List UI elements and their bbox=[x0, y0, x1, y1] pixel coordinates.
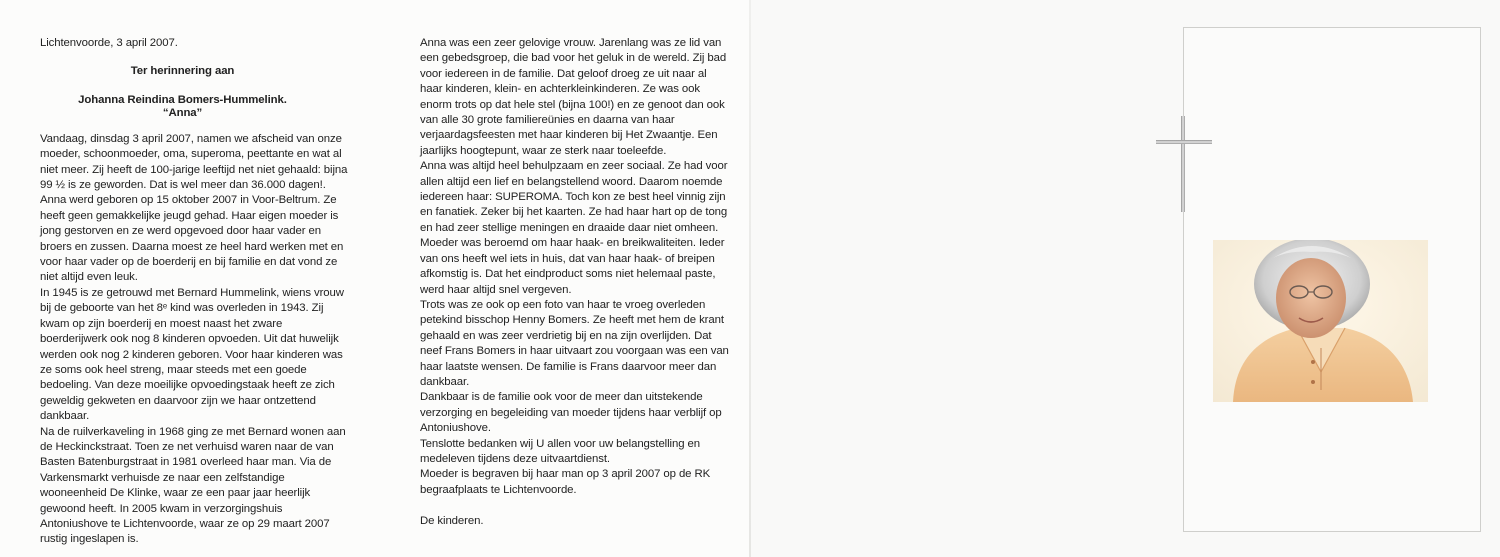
paragraph: Anna was altijd heel behulpzaam en zeer sociaal. Ze had voor allen altijd een lief en belangstellend woord. Daarom noemde iedereen haar: SUPEROMA. Toch kon ze best heel vinnig zijn en fanatiek. Zeker bij het kaarten. Ze had haar hart op de tong en had zeer stellige meningen en draaide daar niet omheen. bbox=[420, 160, 728, 234]
middle-column bbox=[420, 36, 730, 530]
paragraph: Tenslotte bedanken wij U allen voor uw belangstelling en medeleven tijdens deze uitvaartdienst. bbox=[420, 437, 700, 465]
date-line: Lichtenvoorde, 3 april 2007. bbox=[40, 37, 178, 49]
deceased-name: Johanna Reindina Bomers-Hummelink. bbox=[78, 93, 287, 106]
left-column bbox=[40, 36, 350, 548]
deceased-nickname: “Anna” bbox=[162, 106, 203, 119]
signoff: De kinderen. bbox=[420, 515, 484, 528]
paragraph: Dankbaar is de familie ook voor de meer dan uitstekende verzorging en begeleiding van moeder tijdens haar verblijf op Antoniushove. bbox=[420, 391, 722, 435]
paragraph: Anna was een zeer gelovige vrouw. Jarenlang was ze lid van een gebedsgroep, die bad voor het geluk in de wereld. Zij bad voor iedereen in de familie. Dat geloof droeg ze uit naar al haar kinderen, klein- en achterkleinkinderen. Ze was ook enorm trots op dat hele stel (bijna 100!) en ze genoot dan ook van alle 30 grote familiereünies en daarna van haar verjaardagsfeesten met haar kinderen bij Het Zwaantje. Een jaarlijks hoogtepunt, waar ze sterk naar toeleefde. bbox=[420, 37, 727, 157]
paragraph: In 1945 is ze getrouwd met Bernard Hummelink, wiens vrouw bij de geboorte van het 8ᵉ kind was overleden in 1943. Zij kwam op zijn boerderij en moest naast het zware boerderijwerk ook nog 8 kinderen opvoeden. Uit dat huwelijk werden ook nog 2 kinderen geboren. Voor haar kinderen was ze soms ook heel streng, maar steeds met een goede bedoeling. Van deze moeilijke opvoedingstaak heeft ze zich geweldig gekweten en daarvoor zijn we haar ontzettend dankbaar. bbox=[40, 286, 344, 423]
paragraph: Moeder was beroemd om haar haak- en breikwaliteiten. Ieder van ons heeft wel iets in huis, dat van haar haak- of breipen afkomstig is. Dat het eindproduct soms niet helemaal paste, werd haar altijd snel vergeven. bbox=[420, 237, 725, 296]
paragraph: Trots was ze ook op een foto van haar te vroeg overleden petekind bisschop Henny Bomers. Ze heeft met hem de krant gehaald en was zeer verdrietig bij en na zijn overlijden. Dat neef Frans Bomers in haar uitvaart zou voorgaan was een van haar laatste wensen. De familie is Frans daarvoor meer dan dankbaar. bbox=[420, 298, 729, 388]
portrait-photo bbox=[1213, 240, 1428, 402]
paragraph: Anna werd geboren op 15 oktober 2007 in Voor-Beltrum. Ze heeft geen gemakkelijke jeugd gehad. Haar eigen moeder is jong gestorven en ze werd opgevoed door haar vader en broers en zussen. Daarna moest ze heel hard werken met en voor haar vader op de boerderij en bij familie en dat vond ze niet altijd even leuk. bbox=[40, 194, 344, 284]
paragraph: Na de ruilverkaveling in 1968 ging ze met Bernard wonen aan de Heckinckstraat. Toen ze net verhuisd waren naar de van Basten Batenburgstraat in 1981 overleed haar man. Via de Varkensmarkt verhuisde ze naar een zelfstandige wooneenheid De Klinke, waar ze een paar jaar heerlijk gewoond heeft. In 2005 kwam in verzorgingshuis Antoniushove te Lichtenvoorde, waar ze op 29 maart 2007 rustig ingeslapen is. bbox=[40, 425, 346, 546]
memorial-heading: Ter herinnering aan bbox=[130, 65, 235, 78]
paragraph: Moeder is begraven bij haar man op 3 april 2007 op de RK begraafplaats te Lichtenvoorde. bbox=[420, 468, 711, 496]
paragraph: Vandaag, dinsdag 3 april 2007, namen we afscheid van onze moeder, schoonmoeder, oma, superoma, peettante en wat al niet meer. Zij heeft de 100-jarige leeftijd net niet gehaald: bijna 99 ½ is ze geworden. Dat is wel meer dan 36.000 dagen!. bbox=[40, 132, 348, 192]
cross-icon bbox=[1156, 116, 1212, 212]
card-fold bbox=[749, 0, 751, 557]
